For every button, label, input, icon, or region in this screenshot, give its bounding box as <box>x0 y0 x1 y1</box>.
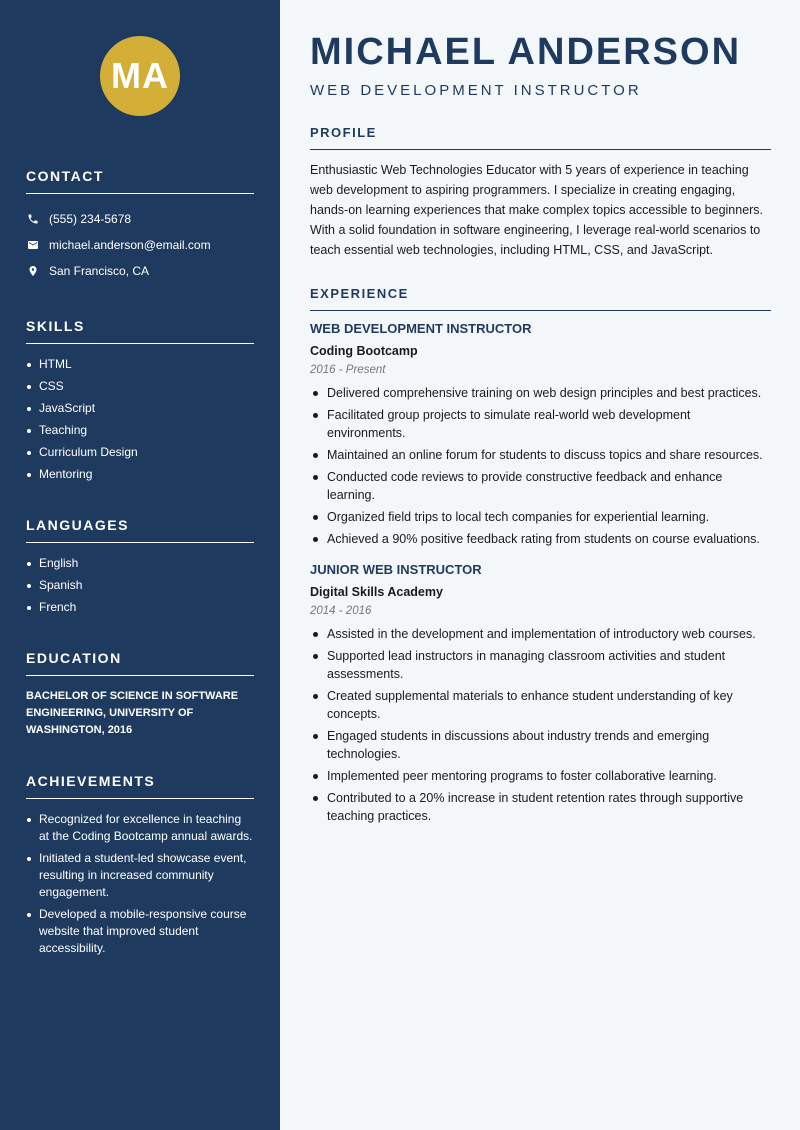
skills-section <box>26 318 254 483</box>
contact-phone <box>26 206 254 232</box>
job-company: Coding Bootcamp <box>310 344 418 358</box>
contact-section <box>26 168 254 284</box>
job-bullet: Supported lead instructors in managing classroom activities and student assessments. <box>310 647 771 683</box>
skill-item: HTML <box>26 356 254 373</box>
skill-item: Curriculum Design <box>26 444 254 461</box>
job-company: Digital Skills Academy <box>310 585 443 599</box>
location-text: San Francisco, CA <box>49 264 150 278</box>
job-bullet-list <box>310 625 771 825</box>
language-item: French <box>26 599 254 616</box>
education-degree: BACHELOR OF SCIENCE IN SOFTWARE ENGINEERING, UNIVERSITY OF WASHINGTON, 2016 <box>26 690 239 736</box>
candidate-role: WEB DEVELOPMENT INSTRUCTOR <box>310 82 642 99</box>
skill-item: JavaScript <box>26 400 254 417</box>
phone-icon <box>26 212 40 226</box>
achievements-title: ACHIEVEMENTS <box>26 773 254 799</box>
job-dates: 2014 - 2016 <box>310 605 372 617</box>
achievement-item: Initiated a student-led showcase event, resulting in increased community engagement. <box>26 850 254 901</box>
job-bullet: Delivered comprehensive training on web design principles and best practices. <box>310 384 771 402</box>
job-bullet: Facilitated group projects to simulate real-world web development environments. <box>310 406 771 442</box>
job-bullet: Contributed to a 20% increase in student retention rates through supportive teaching practices. <box>310 789 771 825</box>
profile-section <box>310 125 771 260</box>
skill-item: Teaching <box>26 422 254 439</box>
job-title: JUNIOR WEB INSTRUCTOR <box>310 562 482 577</box>
skills-list <box>26 356 254 483</box>
job-bullet: Created supplemental materials to enhance student understanding of key concepts. <box>310 687 771 723</box>
email-icon <box>26 238 40 252</box>
candidate-name: MICHAEL ANDERSON <box>310 31 742 73</box>
monogram-avatar: MA <box>100 36 180 116</box>
contact-email <box>26 232 254 258</box>
job-entry <box>310 321 771 548</box>
job-bullet: Achieved a 90% positive feedback rating from students on course evaluations. <box>310 530 771 548</box>
job-title: WEB DEVELOPMENT INSTRUCTOR <box>310 321 532 336</box>
phone-text: (555) 234-5678 <box>49 212 132 226</box>
contact-title: CONTACT <box>26 168 254 194</box>
job-dates: 2016 - Present <box>310 364 386 376</box>
job-bullet: Conducted code reviews to provide constructive feedback and enhance learning. <box>310 468 771 504</box>
profile-text: Enthusiastic Web Technologies Educator with 5 years of experience in teaching web development to aspiring programmers. I specialize in creating engaging, hands-on learning experiences that make complex topics accessible to beginners. With a solid foundation in software engineering, I leverage real-world scenarios to teach essential web technologies, including HTML, CSS, and JavaScript. <box>310 163 764 257</box>
achievements-list <box>26 811 254 957</box>
experience-title: EXPERIENCE <box>310 286 771 311</box>
main-content <box>280 0 800 1130</box>
job-bullet: Assisted in the development and implementation of introductory web courses. <box>310 625 771 643</box>
job-bullet: Engaged students in discussions about industry trends and emerging technologies. <box>310 727 771 763</box>
job-bullet-list <box>310 384 771 548</box>
job-bullet: Maintained an online forum for students to discuss topics and share resources. <box>310 446 771 464</box>
achievement-item: Recognized for excellence in teaching at the Coding Bootcamp annual awards. <box>26 811 254 845</box>
language-item: English <box>26 555 254 572</box>
job-bullet: Organized field trips to local tech companies for experiential learning. <box>310 508 771 526</box>
email-text[interactable]: michael.anderson@email.com <box>49 238 211 252</box>
job-entry <box>310 562 771 825</box>
sidebar <box>0 0 280 1130</box>
job-bullet: Implemented peer mentoring programs to foster collaborative learning. <box>310 767 771 785</box>
location-pin-icon <box>26 264 40 278</box>
skill-item: Mentoring <box>26 466 254 483</box>
education-section <box>26 650 254 739</box>
skill-item: CSS <box>26 378 254 395</box>
languages-title: LANGUAGES <box>26 517 254 543</box>
achievements-section <box>26 773 254 957</box>
education-title: EDUCATION <box>26 650 254 676</box>
languages-section <box>26 517 254 616</box>
achievement-item: Developed a mobile-responsive course website that improved student accessibility. <box>26 906 254 957</box>
skills-title: SKILLS <box>26 318 254 344</box>
language-item: Spanish <box>26 577 254 594</box>
profile-title: PROFILE <box>310 125 771 150</box>
contact-location <box>26 258 254 284</box>
languages-list <box>26 555 254 616</box>
experience-section <box>310 286 771 825</box>
